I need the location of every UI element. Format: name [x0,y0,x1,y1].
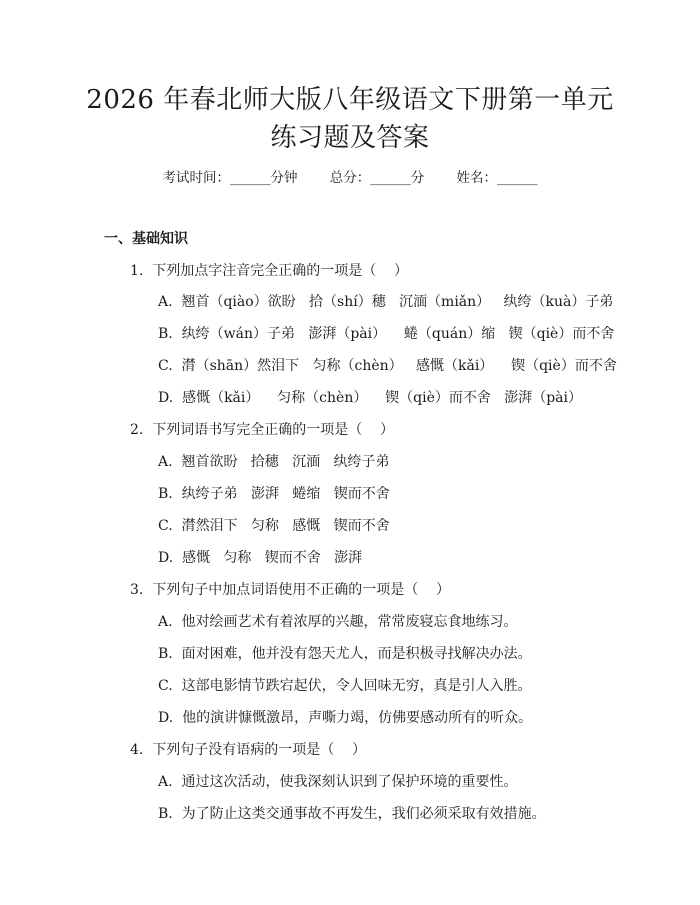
document-title-line-2: 练习题及答案 [270,123,430,153]
exam-score-field: 总分：______分 [329,170,425,186]
exam-meta [0,168,700,188]
student-name-field: 姓名：______ [456,170,538,186]
section-heading: 一、基础知识 [104,231,188,247]
question-4-option-b: B. 为了防止这类交通事故不再发生，我们必须采取有效措施。 [158,806,546,822]
question-1-option-a: A. 翘首（qiào）欲盼 拾（shí）穗 沉湎（miǎn） 纨绔（kuà）子弟 [158,294,614,310]
question-3-option-b: B. 面对困难，他并没有怨天尤人，而是积极寻找解决办法。 [158,646,532,662]
question-1-option-b: B. 纨绔（wán）子弟 澎湃（pài） 蜷（quán）缩 锲（qiè）而不舍 [158,326,615,342]
question-2-option-c: C. 潸然泪下 匀称 感慨 锲而不舍 [158,518,390,534]
exam-time-field: 考试时间：______分钟 [162,170,298,186]
question-2-option-b: B. 纨绔子弟 澎湃 蜷缩 锲而不舍 [158,486,390,502]
question-1-option-d: D. 感慨（kǎi） 匀称（chèn） 锲（qiè）而不舍 澎湃（pài） [158,390,583,406]
question-3-option-c: C. 这部电影情节跌宕起伏，令人回味无穷，真是引人入胜。 [158,678,532,694]
question-2-stem: 2. 下列词语书写完全正确的一项是（ ） [130,422,395,438]
question-4-option-a: A. 通过这次活动，使我深刻认识到了保护环境的重要性。 [158,774,518,790]
question-2-option-d: D. 感慨 匀称 锲而不舍 澎湃 [158,550,363,566]
question-3-option-a: A. 他对绘画艺术有着浓厚的兴趣，常常废寝忘食地练习。 [158,614,518,630]
question-1-stem: 1. 下列加点字注音完全正确的一项是（ ） [130,263,409,279]
question-4-stem: 4. 下列句子没有语病的一项是（ ） [130,742,367,758]
document-title-line-1: 2026 年春北师大版八年级语文下册第一单元 [86,85,614,115]
question-1-option-c: C. 潸（shān）然泪下 匀称（chèn） 感慨（kǎi） 锲（qiè）而不舍 [158,358,617,374]
question-3-option-d: D. 他的演讲慷慨激昂，声嘶力竭，仿佛要感动所有的听众。 [158,710,533,726]
question-2-option-a: A. 翘首欲盼 拾穗 沉湎 纨绔子弟 [158,454,390,470]
question-3-stem: 3. 下列句子中加点词语使用不正确的一项是（ ） [130,582,451,598]
